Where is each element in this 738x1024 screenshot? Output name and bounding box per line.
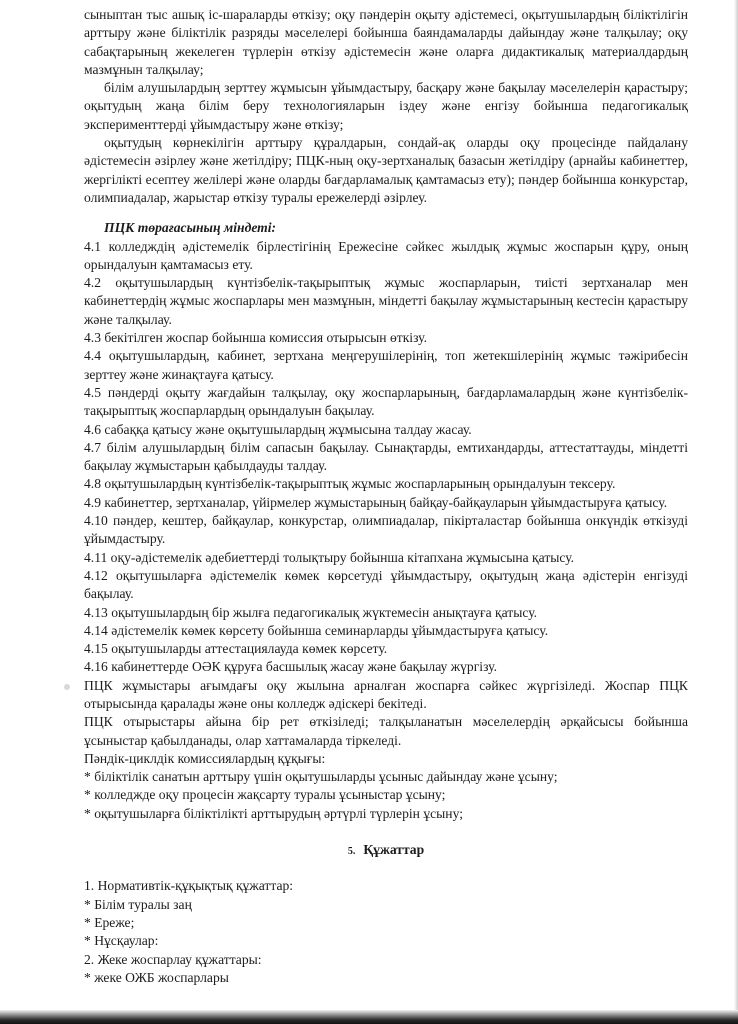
document-body xyxy=(84,6,688,987)
rights-item-3: * оқытушыларға біліктілікті арттырудың әртүрлі түрлерін ұсыну; xyxy=(84,805,463,821)
documents-line-2: * Білім туралы заң xyxy=(84,896,192,912)
scan-speck xyxy=(64,684,70,690)
duty-item-4-2: 4.2 оқытушылардың күнтізбелік-тақырыптық жұмыс жоспарларын, тиісті зертханалар мен кабинеттердің жұмыс жоспарлары мен мазмұнын, міндетті бақылау жұмыстарының кестесін қарастыру және талқылау. xyxy=(84,275,688,327)
duty-item-4-1: 4.1 колледждің әдістемелік бірлестігінің Ережесіне сәйкес жылдық жұмыс жоспарын құру, оның орындалуын қамтамасыз ету. xyxy=(84,238,688,272)
intro-paragraph-2: білім алушылардың зерттеу жұмысын ұйымдастыру, басқару және бақылау мәселелерін қарастыру; оқытудың жаңа білім беру технологияларын іздеу және енгізу бойынша педагогикалық эксперименттерді ұйымдастыру және өткізу; xyxy=(84,80,688,132)
duty-item-4-13: 4.13 оқытушылардың бір жылға педагогикалық жүктемесін анықтауға қатысу. xyxy=(84,604,538,620)
documents-list xyxy=(84,877,688,987)
scan-edge-bottom xyxy=(0,1010,738,1024)
duty-item-4-3: 4.3 бекітілген жоспар бойынша комиссия отырысын өткізу. xyxy=(84,330,427,346)
rights-list xyxy=(84,768,688,823)
duty-item-4-8: 4.8 оқытушылардың күнтізбелік-тақырыптық жұмыс жоспарларының орындалуын тексеру. xyxy=(84,476,616,492)
chair-duties-list xyxy=(84,238,688,677)
duty-item-4-7: 4.7 білім алушылардың білім сапасын бақылау. Сынақтарды, емтихандарды, аттестаттауды, міндетті бақылау жұмыстарын қабылдауды талдау. xyxy=(84,439,688,474)
chair-duties-heading: ПЦК төрағасының міндеті: xyxy=(104,220,277,236)
duty-item-4-5: 4.5 пәндерді оқыту жағдайын талқылау, оқу жоспарларының, бағдарламалардың және күнтізбелік-тақырыптық жоспарлардың орындалуын бақылау. xyxy=(84,384,688,419)
section-5-title xyxy=(84,841,688,861)
documents-line-1: 1. Нормативтік-құқықтық құжаттар: xyxy=(84,878,294,894)
intro-paragraph-1: сыныптан тыс ашық іс-шараларды өткізу; оқу пәндерін оқыту әдістемесі, оқытушылардың біліктілігін арттыру және біліктілік разряды мәселелері бойынша баяндамаларды дайындау және талқылау; оқу сабақтарының жекелеген түрлерін өткізу әдістемесін және оларға дидактикалық материалдардың мазмұнын талқылау; xyxy=(84,7,688,77)
rights-heading: Пәндік-циклдік комиссиялардың құқығы: xyxy=(84,750,326,766)
scan-edge-right xyxy=(734,0,738,1024)
section-5-number: 5. xyxy=(347,846,356,858)
documents-line-6: * жеке ОЖБ жоспарлары xyxy=(84,969,229,985)
duty-item-4-15: 4.15 оқытушыларды аттестациялауда көмек көрсету. xyxy=(84,641,388,657)
section-5-heading: Құжаттар xyxy=(363,842,425,858)
documents-line-5: 2. Жеке жоспарлау құжаттары: xyxy=(84,951,262,967)
duty-item-4-9: 4.9 кабинеттер, зертханалар, үйірмелер жұмыстарының байқау-байқауларын ұйымдастыруға қатысу. xyxy=(84,494,668,510)
meetings-paragraph: ПЦК отырыстары айына бір рет өткізіледі; талқыланатын мәселелердің әрқайсысы бойынша ұсыныстар қабылданады, олар хаттамаларда тіркеледі. xyxy=(84,714,688,748)
plan-paragraph: ПЦК жұмыстары ағымдағы оқу жылына арналған жоспарға сәйкес жүргізіледі. Жоспар ПЦК отырысында қаралады және оны колледж әдіскері бекітеді. xyxy=(84,677,688,711)
documents-line-3: * Ереже; xyxy=(84,914,135,930)
duty-item-4-14: 4.14 әдістемелік көмек көрсету бойынша семинарларды ұйымдастыруға қатысу. xyxy=(84,622,549,638)
duty-item-4-10: 4.10 пәндер, кештер, байқаулар, конкурстар, олимпиадалар, пікірталастар бойынша онкүндік өткізуді ұйымдастыру. xyxy=(84,513,688,547)
duty-item-4-11: 4.11 оқу-әдістемелік әдебиеттерді толықтыру бойынша кітапхана жұмысына қатысу. xyxy=(84,549,575,565)
rights-item-1: * біліктілік санатын арттыру үшін оқытушыларды ұсыныс дайындау және ұсыну; xyxy=(84,769,558,785)
documents-line-4: * Нұсқаулар: xyxy=(84,933,159,949)
intro-paragraph-3: оқытудың көрнекілігін арттыру құралдарын, сондай-ақ оларды оқу процесінде пайдалану әдістемесін әзірлеу және жетілдіру; ПЦК-ның оқу-зертханалық базасын жетілдіру (арнайы кабинеттер, жергілікті есептеу желілері және оларды бағдарламалық қамтамасыз ету); пәндер бойынша конкурстар, олимпиадалар, жарыстар өткізу туралы ережелерді әзірлеу. xyxy=(84,135,688,205)
rights-item-2: * колледжде оқу процесін жақсарту туралы ұсыныстар ұсыну; xyxy=(84,787,446,803)
duty-item-4-6: 4.6 сабаққа қатысу және оқытушылардың жұмысына талдау жасау. xyxy=(84,421,472,437)
duty-item-4-12: 4.12 оқытушыларға әдістемелік көмек көрсетуді ұйымдастыру, оқытудың жаңа әдістерін енгізуді бақылау. xyxy=(84,567,688,602)
duty-item-4-4: 4.4 оқытушылардың, кабинет, зертхана меңгерушілерінің, топ жетекшілерінің жұмыс тәжірибесін зерттеу және жинақтауға қатысу. xyxy=(84,348,688,382)
duty-item-4-16: 4.16 кабинеттерде ОӘК құруға басшылық жасау және бақылау жүргізу. xyxy=(84,659,497,675)
